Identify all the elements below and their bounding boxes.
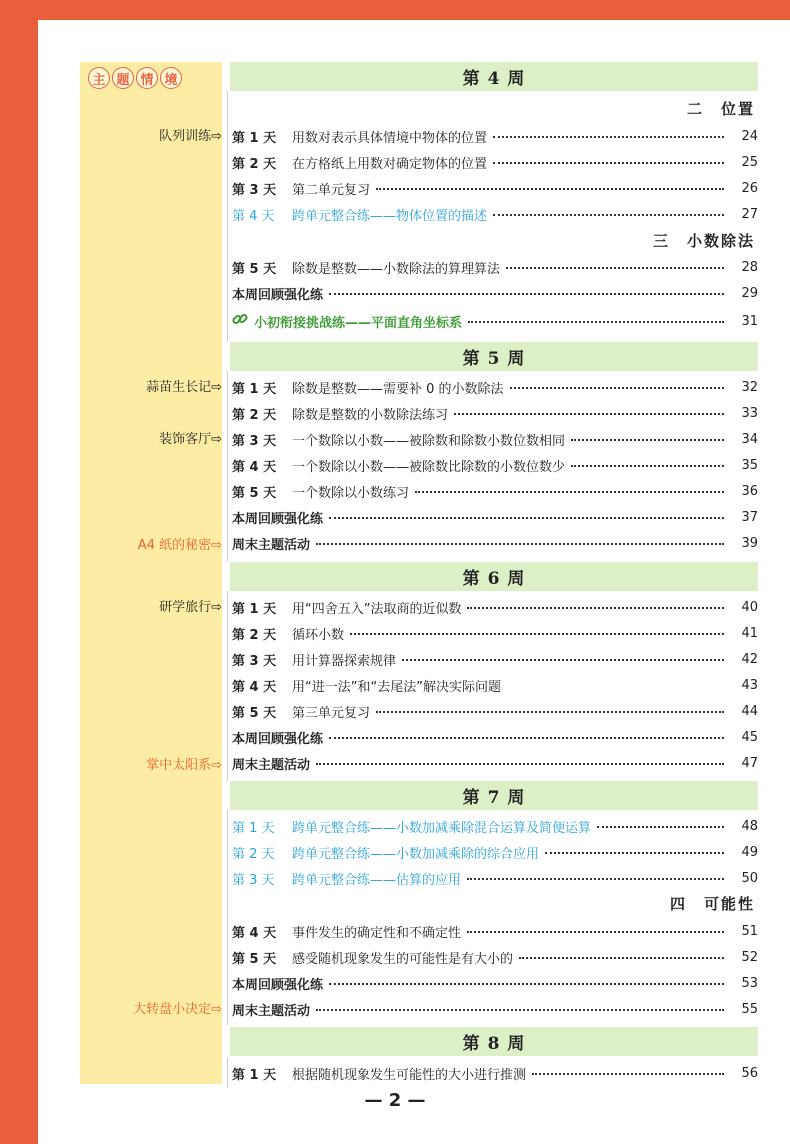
divider-line bbox=[227, 810, 228, 1025]
theme-header-char: 境 bbox=[160, 67, 182, 89]
leader-dots bbox=[316, 1009, 724, 1011]
theme-label: 蒜苗生长记⇨ bbox=[146, 380, 222, 395]
day-label: 第 4 天 bbox=[232, 459, 277, 475]
day-label: 第 5 天 bbox=[232, 705, 277, 721]
toc-row[interactable] bbox=[232, 841, 758, 863]
toc-row[interactable] bbox=[232, 815, 758, 837]
toc-row[interactable] bbox=[232, 920, 758, 942]
leader-dots bbox=[506, 267, 724, 269]
page-footer-number: — 2 — bbox=[364, 1090, 426, 1111]
lesson-title: 用数对表示具体情境中物体的位置 bbox=[292, 130, 488, 146]
day-label: 第 4 天 bbox=[232, 679, 277, 695]
divider-line bbox=[227, 1058, 228, 1088]
page-number: 27 bbox=[741, 206, 758, 222]
leader-dots bbox=[376, 188, 724, 190]
lesson-title: 本周回顾强化练 bbox=[232, 731, 324, 747]
page-number: 36 bbox=[741, 483, 758, 499]
toc-row[interactable] bbox=[232, 480, 758, 502]
lesson-title: 小初衔接挑战练——平面直角坐标系 bbox=[254, 315, 463, 331]
toc-row[interactable] bbox=[232, 203, 758, 225]
unit-heading-position: 二 位置 bbox=[686, 100, 755, 118]
lesson-title: 根据随机现象发生可能性的大小进行推测 bbox=[292, 1067, 527, 1083]
toc-row[interactable] bbox=[232, 177, 758, 199]
day-label: 第 1 天 bbox=[232, 1067, 277, 1083]
day-label: 第 5 天 bbox=[232, 261, 277, 277]
day-label: 第 4 天 bbox=[232, 208, 275, 224]
leader-dots bbox=[350, 633, 724, 635]
theme-label: 队列训练⇨ bbox=[159, 129, 222, 144]
theme-label: A4 纸的秘密⇨ bbox=[137, 538, 222, 553]
lesson-title: 本周回顾强化练 bbox=[232, 977, 324, 993]
page-number: 29 bbox=[741, 285, 758, 301]
toc-row[interactable] bbox=[232, 256, 758, 278]
page-number: 52 bbox=[741, 949, 758, 965]
lesson-title: 用“四舍五入”法取商的近似数 bbox=[292, 601, 462, 617]
toc-row[interactable] bbox=[232, 151, 758, 173]
leader-dots bbox=[510, 387, 724, 389]
lesson-title: 跨单元整合练——物体位置的描述 bbox=[292, 208, 488, 224]
leader-dots bbox=[597, 826, 724, 828]
toc-row[interactable] bbox=[232, 596, 758, 618]
leader-dots bbox=[493, 136, 724, 138]
leader-dots bbox=[493, 162, 724, 164]
lesson-title: 用“进一法”和“去尾法”解决实际问题 bbox=[292, 679, 501, 695]
theme-header-char: 情 bbox=[136, 67, 158, 89]
lesson-title: 跨单元整合练——小数加减乘除的综合应用 bbox=[292, 846, 540, 862]
lesson-title: 周末主题活动 bbox=[232, 537, 311, 553]
page-number: 28 bbox=[741, 259, 758, 275]
leader-dots bbox=[532, 1073, 724, 1075]
page-number: 25 bbox=[741, 154, 758, 170]
theme-header bbox=[88, 67, 182, 93]
unit-heading-decimal-division: 三 小数除法 bbox=[652, 232, 755, 250]
day-label: 第 1 天 bbox=[232, 381, 277, 397]
day-label: 第 1 天 bbox=[232, 601, 277, 617]
week-4-header: 第 4 周 bbox=[230, 62, 758, 91]
lesson-title: 事件发生的确定性和不确定性 bbox=[292, 925, 462, 941]
lesson-title: 本周回顾强化练 bbox=[232, 287, 324, 303]
leader-dots bbox=[329, 517, 724, 519]
toc-row[interactable] bbox=[232, 622, 758, 644]
toc-row[interactable] bbox=[232, 428, 758, 450]
theme-column bbox=[80, 62, 222, 1084]
toc-row[interactable] bbox=[232, 532, 758, 554]
page-number: 33 bbox=[741, 405, 758, 421]
page-number: 39 bbox=[741, 535, 758, 551]
page-number: 26 bbox=[741, 180, 758, 196]
day-label: 第 3 天 bbox=[232, 433, 277, 449]
day-label: 第 3 天 bbox=[232, 872, 275, 888]
page-number: 45 bbox=[741, 729, 758, 745]
lesson-title: 本周回顾强化练 bbox=[232, 511, 324, 527]
page-number: 48 bbox=[741, 818, 758, 834]
toc-row[interactable] bbox=[232, 402, 758, 424]
divider-line bbox=[227, 91, 228, 341]
week-6-header: 第 6 周 bbox=[230, 562, 758, 591]
theme-header-char: 主 bbox=[88, 67, 110, 89]
toc-row[interactable] bbox=[232, 972, 758, 994]
page-number: 24 bbox=[741, 128, 758, 144]
page-number: 51 bbox=[741, 923, 758, 939]
week-5-header: 第 5 周 bbox=[230, 342, 758, 371]
day-label: 第 2 天 bbox=[232, 156, 277, 172]
toc-row[interactable] bbox=[232, 454, 758, 476]
page-number: 55 bbox=[741, 1001, 758, 1017]
lesson-title: 一个数除以小数——被除数比除数的小数位数少 bbox=[292, 459, 566, 475]
toc-row[interactable] bbox=[232, 125, 758, 147]
week-7-header: 第 7 周 bbox=[230, 781, 758, 810]
lesson-title: 周末主题活动 bbox=[232, 1003, 311, 1019]
page-number: 32 bbox=[741, 379, 758, 395]
leader-dots bbox=[467, 607, 724, 609]
toc-row[interactable] bbox=[232, 726, 758, 748]
divider-line bbox=[227, 591, 228, 781]
leader-dots bbox=[316, 763, 724, 765]
theme-label: 掌中太阳系⇨ bbox=[146, 758, 222, 773]
leader-dots bbox=[467, 878, 724, 880]
week-8-header: 第 8 周 bbox=[230, 1027, 758, 1056]
toc-row[interactable] bbox=[232, 648, 758, 670]
page-number: 41 bbox=[741, 625, 758, 641]
toc-row[interactable] bbox=[232, 1062, 758, 1084]
leader-dots bbox=[329, 737, 724, 739]
lesson-title: 第二单元复习 bbox=[292, 182, 371, 198]
day-label: 第 3 天 bbox=[232, 182, 277, 198]
lesson-title: 除数是整数——小数除法的算理算法 bbox=[292, 261, 501, 277]
toc-row[interactable] bbox=[232, 282, 758, 304]
divider-line bbox=[227, 371, 228, 561]
day-label: 第 2 天 bbox=[232, 407, 277, 423]
day-label: 第 4 天 bbox=[232, 925, 277, 941]
toc-row[interactable] bbox=[232, 674, 758, 696]
day-label: 第 5 天 bbox=[232, 951, 277, 967]
lesson-title: 一个数除以小数练习 bbox=[292, 485, 410, 501]
leader-dots bbox=[454, 413, 724, 415]
page-number: 34 bbox=[741, 431, 758, 447]
leader-dots bbox=[545, 852, 724, 854]
page-number: 43 bbox=[741, 677, 758, 693]
leader-dots bbox=[316, 543, 724, 545]
lesson-title: 除数是整数——需要补 0 的小数除法 bbox=[292, 381, 504, 397]
toc-row[interactable] bbox=[232, 752, 758, 774]
leader-dots bbox=[376, 711, 724, 713]
leader-dots bbox=[571, 439, 724, 441]
lesson-title: 第三单元复习 bbox=[292, 705, 371, 721]
day-label: 第 1 天 bbox=[232, 820, 275, 836]
day-label: 第 1 天 bbox=[232, 130, 277, 146]
day-label: 第 2 天 bbox=[232, 627, 277, 643]
leader-dots bbox=[329, 983, 724, 985]
leader-dots bbox=[468, 321, 724, 323]
page-number: 40 bbox=[741, 599, 758, 615]
toc-row[interactable] bbox=[232, 506, 758, 528]
day-label: 第 5 天 bbox=[232, 485, 277, 501]
toc-row[interactable] bbox=[232, 998, 758, 1020]
page-number: 37 bbox=[741, 509, 758, 525]
page-number: 31 bbox=[741, 313, 758, 329]
lesson-title: 在方格纸上用数对确定物体的位置 bbox=[292, 156, 488, 172]
theme-label: 大转盘小决定⇨ bbox=[133, 1002, 222, 1017]
leader-dots bbox=[571, 465, 724, 467]
leader-dots bbox=[329, 293, 724, 295]
day-label: 第 3 天 bbox=[232, 653, 277, 669]
toc-row[interactable] bbox=[232, 376, 758, 398]
toc-row[interactable] bbox=[232, 700, 758, 722]
lesson-title: 跨单元整合练——小数加减乘除混合运算及简便运算 bbox=[292, 820, 592, 836]
toc-row[interactable] bbox=[232, 867, 758, 889]
day-label: 第 2 天 bbox=[232, 846, 275, 862]
page-number: 50 bbox=[741, 870, 758, 886]
lesson-title: 循环小数 bbox=[292, 627, 345, 643]
unit-heading-possibility: 四 可能性 bbox=[669, 895, 755, 913]
leader-dots bbox=[493, 214, 724, 216]
lesson-title: 跨单元整合练——估算的应用 bbox=[292, 872, 462, 888]
theme-header-char: 题 bbox=[112, 67, 134, 89]
page-number: 35 bbox=[741, 457, 758, 473]
lesson-title: 用计算器探索规律 bbox=[292, 653, 397, 669]
lesson-title: 周末主题活动 bbox=[232, 757, 311, 773]
lesson-title: 感受随机现象发生的可能性是有大小的 bbox=[292, 951, 514, 967]
theme-label: 研学旅行⇨ bbox=[159, 600, 222, 615]
leader-dots bbox=[507, 685, 724, 687]
toc-row[interactable] bbox=[232, 310, 758, 332]
leader-dots bbox=[415, 491, 724, 493]
page-number: 47 bbox=[741, 755, 758, 771]
page-number: 56 bbox=[741, 1065, 758, 1081]
page-number: 42 bbox=[741, 651, 758, 667]
leader-dots bbox=[402, 659, 724, 661]
page-number: 49 bbox=[741, 844, 758, 860]
lesson-title: 除数是整数的小数除法练习 bbox=[292, 407, 449, 423]
theme-label: 装饰客厅⇨ bbox=[159, 432, 222, 447]
toc-row[interactable] bbox=[232, 946, 758, 968]
lesson-title: 一个数除以小数——被除数和除数小数位数相同 bbox=[292, 433, 566, 449]
page-number: 53 bbox=[741, 975, 758, 991]
leader-dots bbox=[467, 931, 724, 933]
link-chain-icon bbox=[232, 311, 254, 331]
page-number: 44 bbox=[741, 703, 758, 719]
leader-dots bbox=[519, 957, 724, 959]
